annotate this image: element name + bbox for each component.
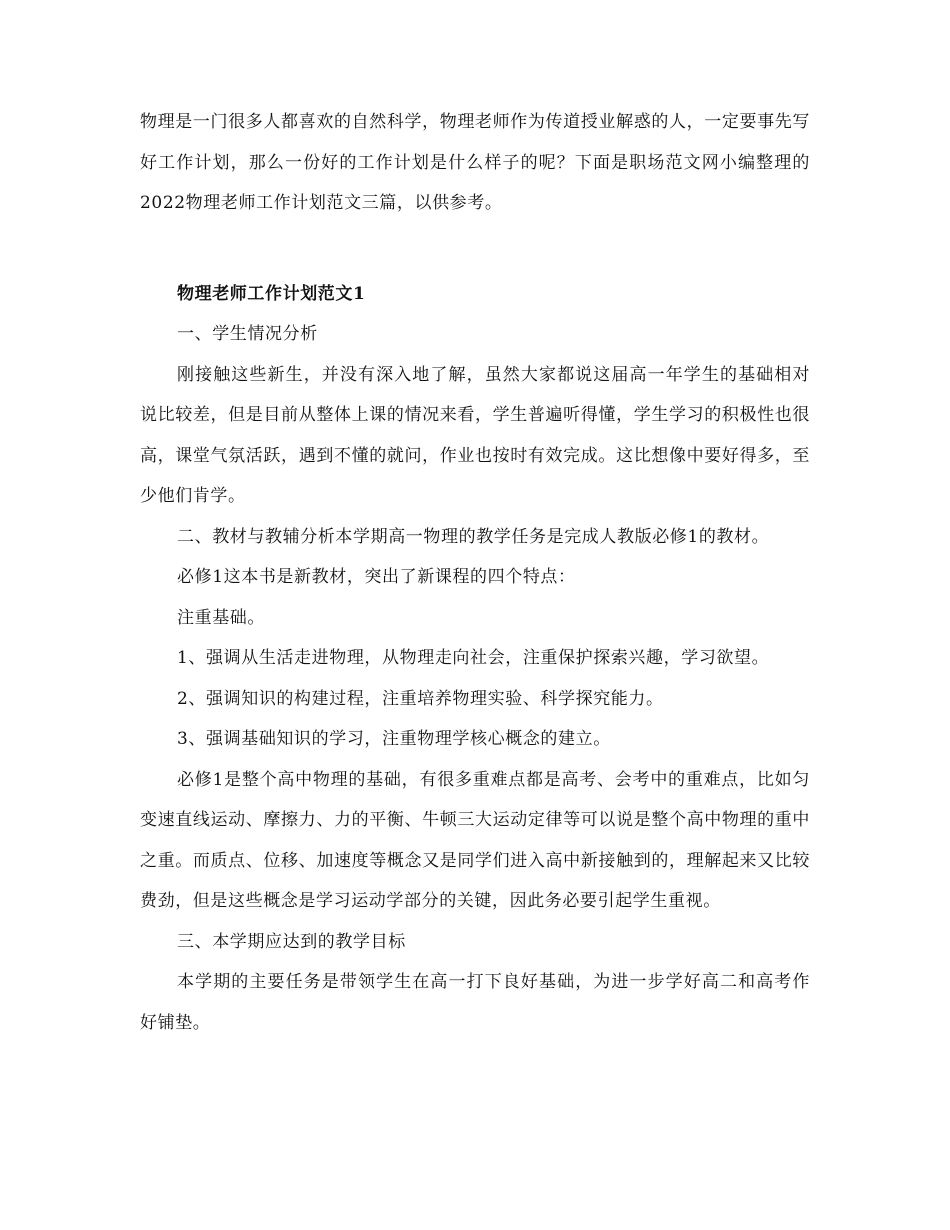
list-item-1: 1、强调从生活走进物理，从物理走向社会，注重保护探索兴趣，学习欲望。 — [177, 648, 770, 668]
intro-paragraph: 物理是一门很多人都喜欢的自然科学，物理老师作为传道授业解惑的人，一定要事先写好工作计划，那么一份好的工作计划是什么样子的呢？下面是职场范文网小编整理的2022物理老师工作计划范文三篇，以供参考。 — [140, 112, 810, 213]
paragraph-textbook-analysis: 二、教材与教辅分析本学期高一物理的教学任务是完成人教版必修1的教材。 — [177, 526, 770, 547]
paragraph-new-textbook-features: 必修1这本书是新教材，突出了新课程的四个特点： — [177, 567, 576, 587]
heading-teaching-goals: 三、本学期应达到的教学目标 — [177, 931, 406, 952]
list-item-3: 3、强调基础知识的学习，注重物理学核心概念的建立。 — [177, 729, 611, 749]
heading-student-analysis: 一、学生情况分析 — [177, 324, 318, 344]
list-item-2: 2、强调知识的构建过程，注重培养物理实验、科学探究能力。 — [177, 688, 664, 709]
section-title: 物理老师工作计划范文1 — [177, 283, 366, 304]
paragraph-student-analysis: 刚接触这些新生，并没有深入地了解，虽然大家都说这届高一年学生的基础相对说比较差，但是目前从整体上课的情况来看，学生普遍听得懂，学生学习的积极性也很高，课堂气氛活跃，遇到不懂的就问，作业也按时有效完成。这比想像中要好得多，至少他们肯学。 — [140, 364, 810, 506]
paragraph-required-1-importance: 必修1是整个高中物理的基础，有很多重难点都是高考、会考中的重难点，比如匀变速直线运动、摩擦力、力的平衡、牛顿三大运动定律等可以说是整个高中物理的重中之重。而质点、位移、加速度等概念又是同学们进入高中新接触到的，理解起来又比较费劲，但是这些概念是学习运动学部分的关键，因此务必要引起学生重视。 — [140, 769, 810, 911]
paragraph-focus-basics: 注重基础。 — [177, 607, 265, 628]
paragraph-teaching-goals: 本学期的主要任务是带领学生在高一打下良好基础，为进一步学好高二和高考作好铺垫。 — [140, 972, 810, 1033]
